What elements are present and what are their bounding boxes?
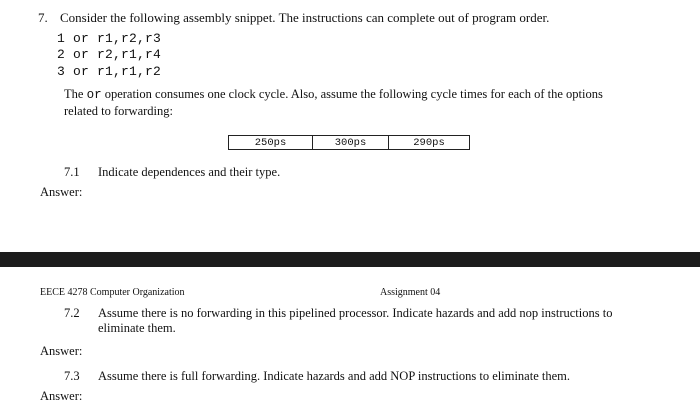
code-instruction: or r2,r1,r4 [73,47,162,62]
subquestion-text: eliminate them. [98,321,176,335]
subquestion-number: 7.3 [64,369,80,383]
code-line [57,31,161,46]
code-instruction: or r1,r2,r3 [73,31,162,46]
paragraph-line-2: related to forwarding: [64,104,173,118]
paragraph-line-1 [64,86,603,104]
cycle-time-cell: 250ps [229,136,313,150]
code-line [57,64,161,79]
subquestion-text: Indicate dependences and their type. [98,165,281,179]
cycle-time-table [228,135,470,150]
answer-label: Answer: [40,185,83,199]
question-stem: Consider the following assembly snippet. The instructions can complete out of program order. [60,10,550,25]
question-number: 7. [38,10,48,25]
page-header-assignment: Assignment 04 [380,287,441,298]
paragraph-prefix: The [64,87,87,101]
cycle-time-cell: 300ps [313,136,389,150]
answer-label: Answer: [40,344,83,358]
subquestion-text: Assume there is no forwarding in this pipelined processor. Indicate hazards and add nop instructions to [98,306,613,320]
code-line [57,47,161,62]
subquestion-number: 7.1 [64,165,80,179]
subquestion-number: 7.2 [64,306,80,320]
code-line-number: 1 [57,31,66,46]
paragraph-rest: operation consumes one clock cycle. Also, assume the following cycle times for each of the options [101,87,603,101]
operation-keyword: or [86,88,102,102]
page-divider [0,252,700,267]
table-row [229,136,470,150]
code-instruction: or r1,r1,r2 [73,64,162,79]
page-header-course: EECE 4278 Computer Organization [40,287,185,298]
code-line-number: 3 [57,64,66,79]
cycle-time-cell: 290ps [389,136,470,150]
code-line-number: 2 [57,47,66,62]
answer-label: Answer: [40,389,83,403]
subquestion-text: Assume there is full forwarding. Indicate hazards and add NOP instructions to eliminate them. [98,369,570,383]
